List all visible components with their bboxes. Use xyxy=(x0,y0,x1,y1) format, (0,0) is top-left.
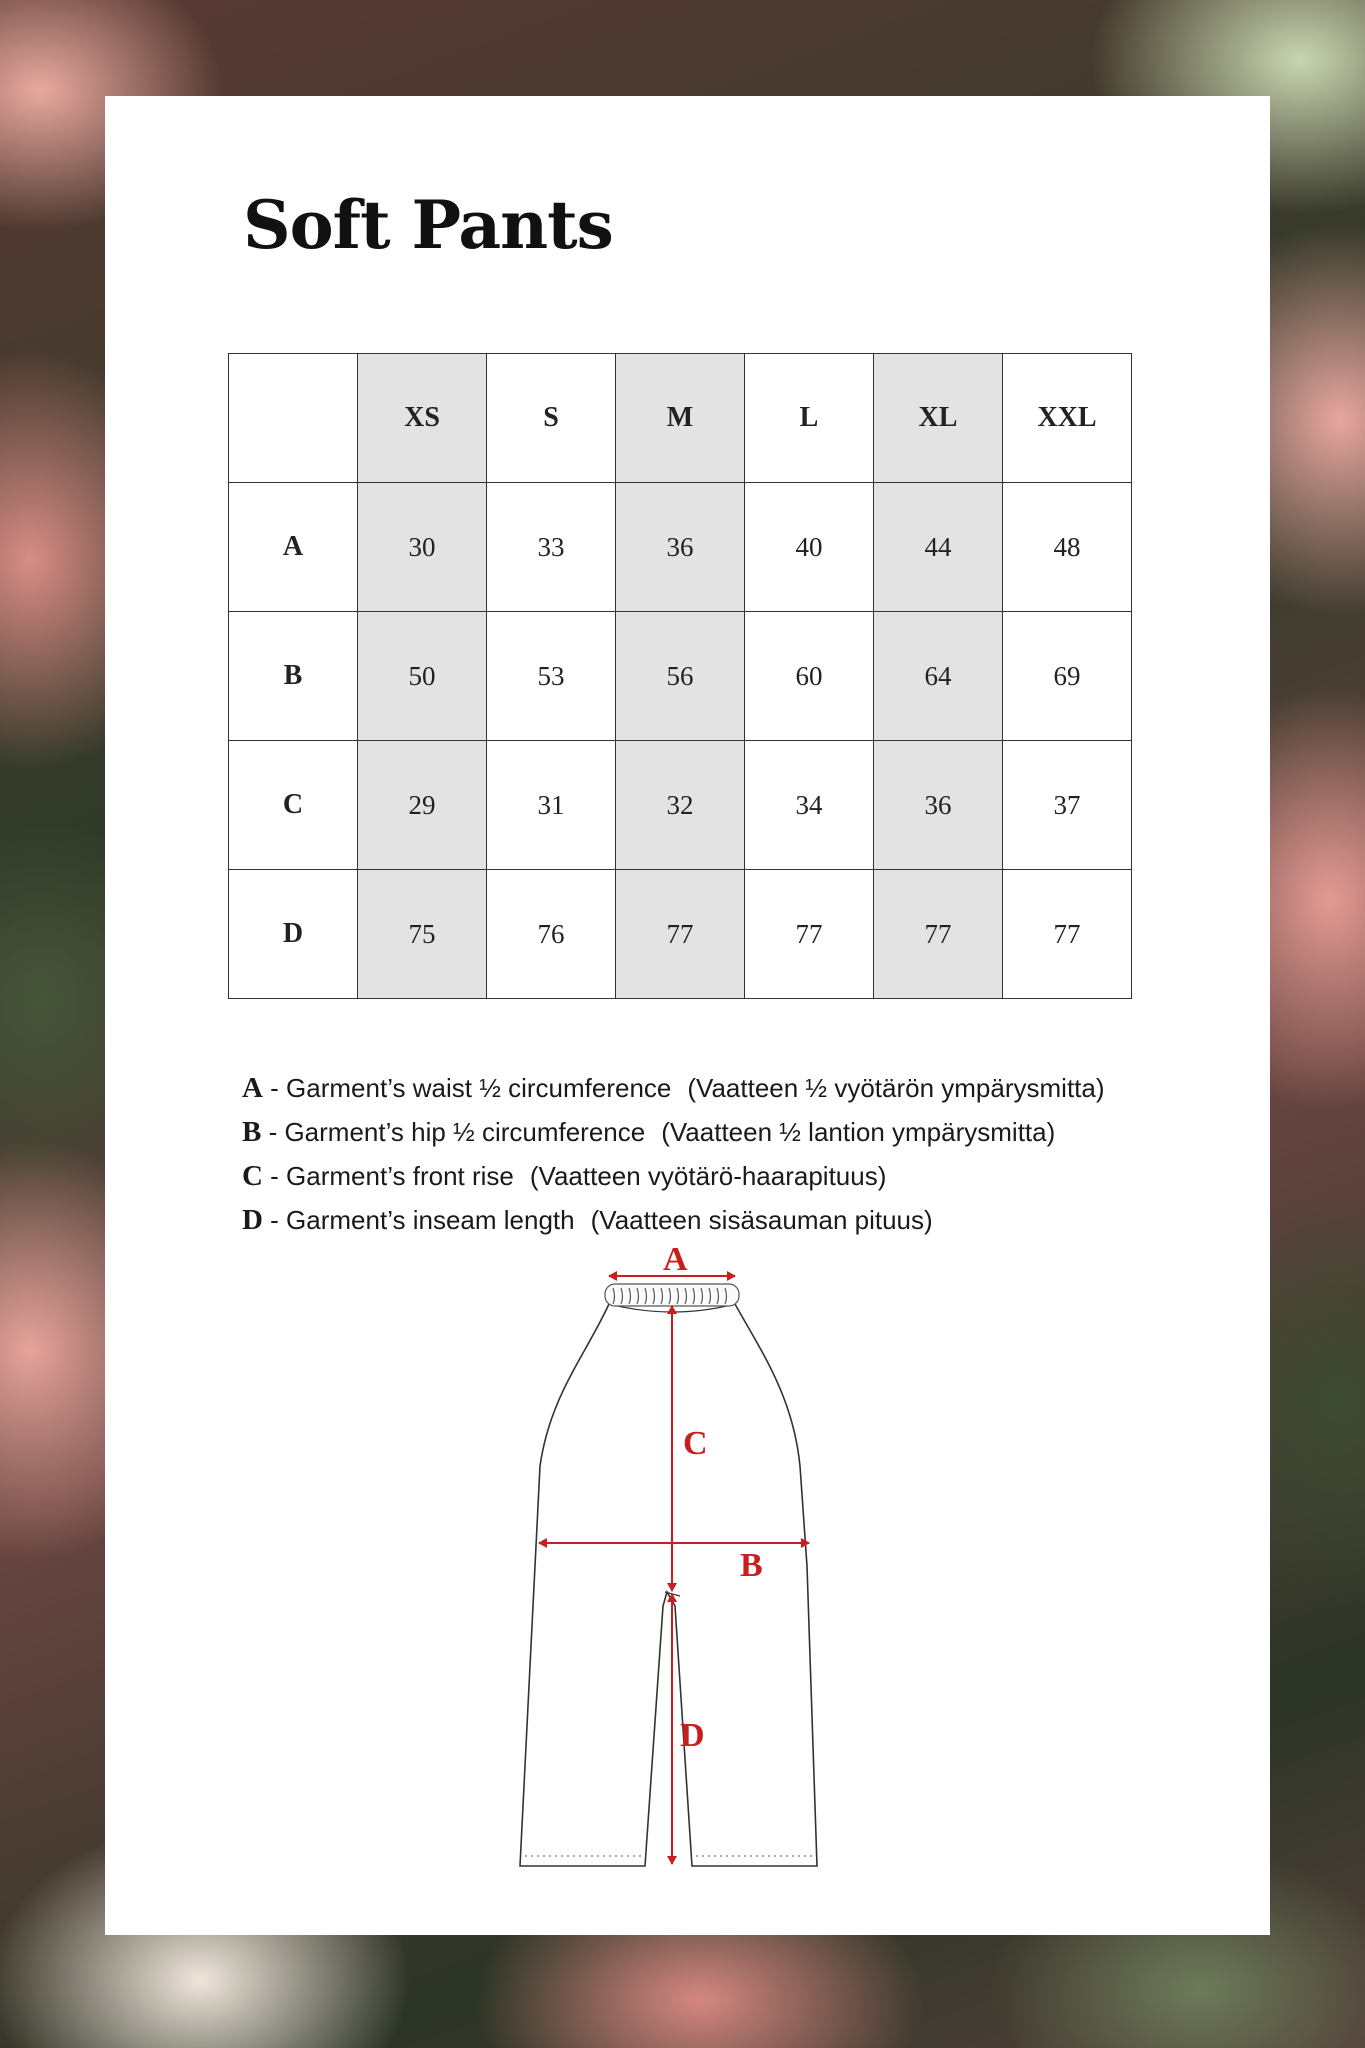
cell-b-l: 60 xyxy=(745,612,874,741)
diagram-label-c: C xyxy=(683,1425,708,1462)
cell-b-m: 56 xyxy=(616,612,745,741)
cell-b-xs: 50 xyxy=(358,612,487,741)
cell-a-s: 33 xyxy=(487,483,616,612)
cell-d-xs: 75 xyxy=(358,870,487,999)
diagram-label-d: D xyxy=(680,1717,705,1754)
size-header-m: M xyxy=(616,354,745,483)
pants-diagram xyxy=(505,1246,865,1876)
legend-text: - Garment’s hip ½ circumference xyxy=(261,1117,646,1147)
legend-key: A xyxy=(242,1072,263,1104)
cell-b-xxl: 69 xyxy=(1003,612,1132,741)
legend-text: - Garment’s inseam length xyxy=(262,1205,575,1235)
diagram-label-b: B xyxy=(740,1547,763,1584)
legend-translation: (Vaatteen sisäsauman pituus) xyxy=(590,1205,933,1235)
legend-item-a xyxy=(242,1066,1242,1110)
legend-translation: (Vaatteen ½ lantion ympärysmitta) xyxy=(661,1117,1056,1147)
size-header-row xyxy=(229,354,1132,483)
legend-text: - Garment’s waist ½ circumference xyxy=(262,1073,672,1103)
size-header-s: S xyxy=(487,354,616,483)
pants-outline xyxy=(520,1304,817,1866)
row-label-a: A xyxy=(229,483,358,612)
legend-translation: (Vaatteen ½ vyötärön ympärysmitta) xyxy=(687,1073,1105,1103)
row-label-d: D xyxy=(229,870,358,999)
corner-cell xyxy=(229,354,358,483)
waistband xyxy=(605,1284,739,1306)
size-table xyxy=(228,353,1132,999)
legend-item-b xyxy=(242,1110,1242,1154)
cell-d-xl: 77 xyxy=(874,870,1003,999)
legend-translation: (Vaatteen vyötärö-haarapituus) xyxy=(529,1161,887,1191)
cell-d-m: 77 xyxy=(616,870,745,999)
cell-b-xl: 64 xyxy=(874,612,1003,741)
cell-d-xxl: 77 xyxy=(1003,870,1132,999)
size-chart-card xyxy=(105,96,1270,1935)
cell-c-xs: 29 xyxy=(358,741,487,870)
size-header-xxl: XXL xyxy=(1003,354,1132,483)
table-row xyxy=(229,612,1132,741)
row-label-c: C xyxy=(229,741,358,870)
diagram-label-a: A xyxy=(663,1246,688,1278)
legend-text: - Garment’s front rise xyxy=(262,1161,514,1191)
cell-c-l: 34 xyxy=(745,741,874,870)
cell-d-s: 76 xyxy=(487,870,616,999)
cell-a-xl: 44 xyxy=(874,483,1003,612)
table-row xyxy=(229,741,1132,870)
size-header-xs: XS xyxy=(358,354,487,483)
legend-key: C xyxy=(242,1160,263,1192)
cell-a-xs: 30 xyxy=(358,483,487,612)
cell-d-l: 77 xyxy=(745,870,874,999)
size-header-xl: XL xyxy=(874,354,1003,483)
page-title: Soft Pants xyxy=(243,186,613,264)
row-label-b: B xyxy=(229,612,358,741)
cell-c-m: 32 xyxy=(616,741,745,870)
cell-c-xxl: 37 xyxy=(1003,741,1132,870)
legend-key: B xyxy=(242,1116,262,1148)
cell-c-s: 31 xyxy=(487,741,616,870)
cell-a-m: 36 xyxy=(616,483,745,612)
table-row xyxy=(229,870,1132,999)
table-row xyxy=(229,483,1132,612)
cell-a-xxl: 48 xyxy=(1003,483,1132,612)
cell-a-l: 40 xyxy=(745,483,874,612)
measurement-legend xyxy=(242,1066,1242,1242)
size-header-l: L xyxy=(745,354,874,483)
legend-key: D xyxy=(242,1204,263,1236)
legend-item-c xyxy=(242,1154,1242,1198)
cell-b-s: 53 xyxy=(487,612,616,741)
legend-item-d xyxy=(242,1198,1242,1242)
cell-c-xl: 36 xyxy=(874,741,1003,870)
